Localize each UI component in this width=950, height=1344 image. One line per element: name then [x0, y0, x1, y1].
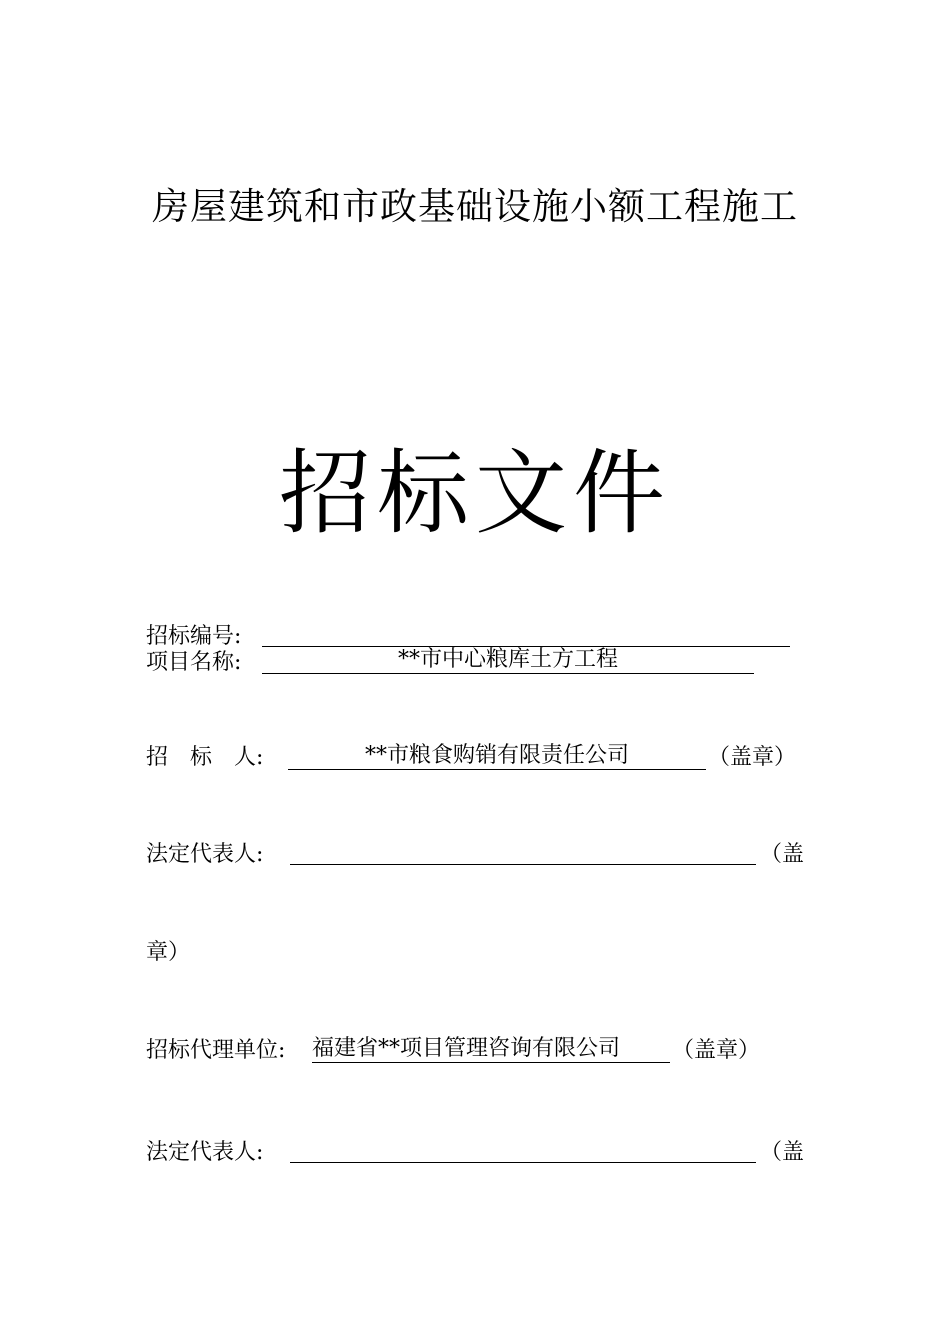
tenderer-field: **市粮食购销有限责任公司 [288, 743, 706, 770]
legal-rep-1-seal-a: （盖 [760, 842, 805, 867]
legal-rep-2-seal-a: （盖 [760, 1140, 805, 1165]
tender-no-label: 招标编号: [146, 624, 242, 649]
tenderer-seal: （盖章） [708, 745, 797, 770]
legal-rep-1-seal-b: 章） [146, 940, 191, 965]
legal-rep-1-label: 法定代表人: [146, 842, 264, 867]
legal-rep-2-label: 法定代表人: [146, 1140, 264, 1165]
document-title: 招标文件 [278, 440, 671, 547]
tenderer-label: 招 标 人: [146, 745, 264, 770]
project-name-label: 项目名称: [146, 650, 242, 675]
project-name-field: **市中心粮库土方工程 [262, 647, 754, 674]
agency-field: 福建省**项目管理咨询有限公司 [312, 1036, 670, 1063]
legal-rep-2-field [290, 1136, 756, 1163]
legal-rep-1-field [290, 838, 756, 865]
document-subtitle: 房屋建筑和市政基础设施小额工程施工 [152, 185, 798, 228]
agency-label: 招标代理单位: [146, 1038, 286, 1063]
tender-no-field [262, 620, 790, 647]
agency-seal: （盖章） [672, 1038, 761, 1063]
